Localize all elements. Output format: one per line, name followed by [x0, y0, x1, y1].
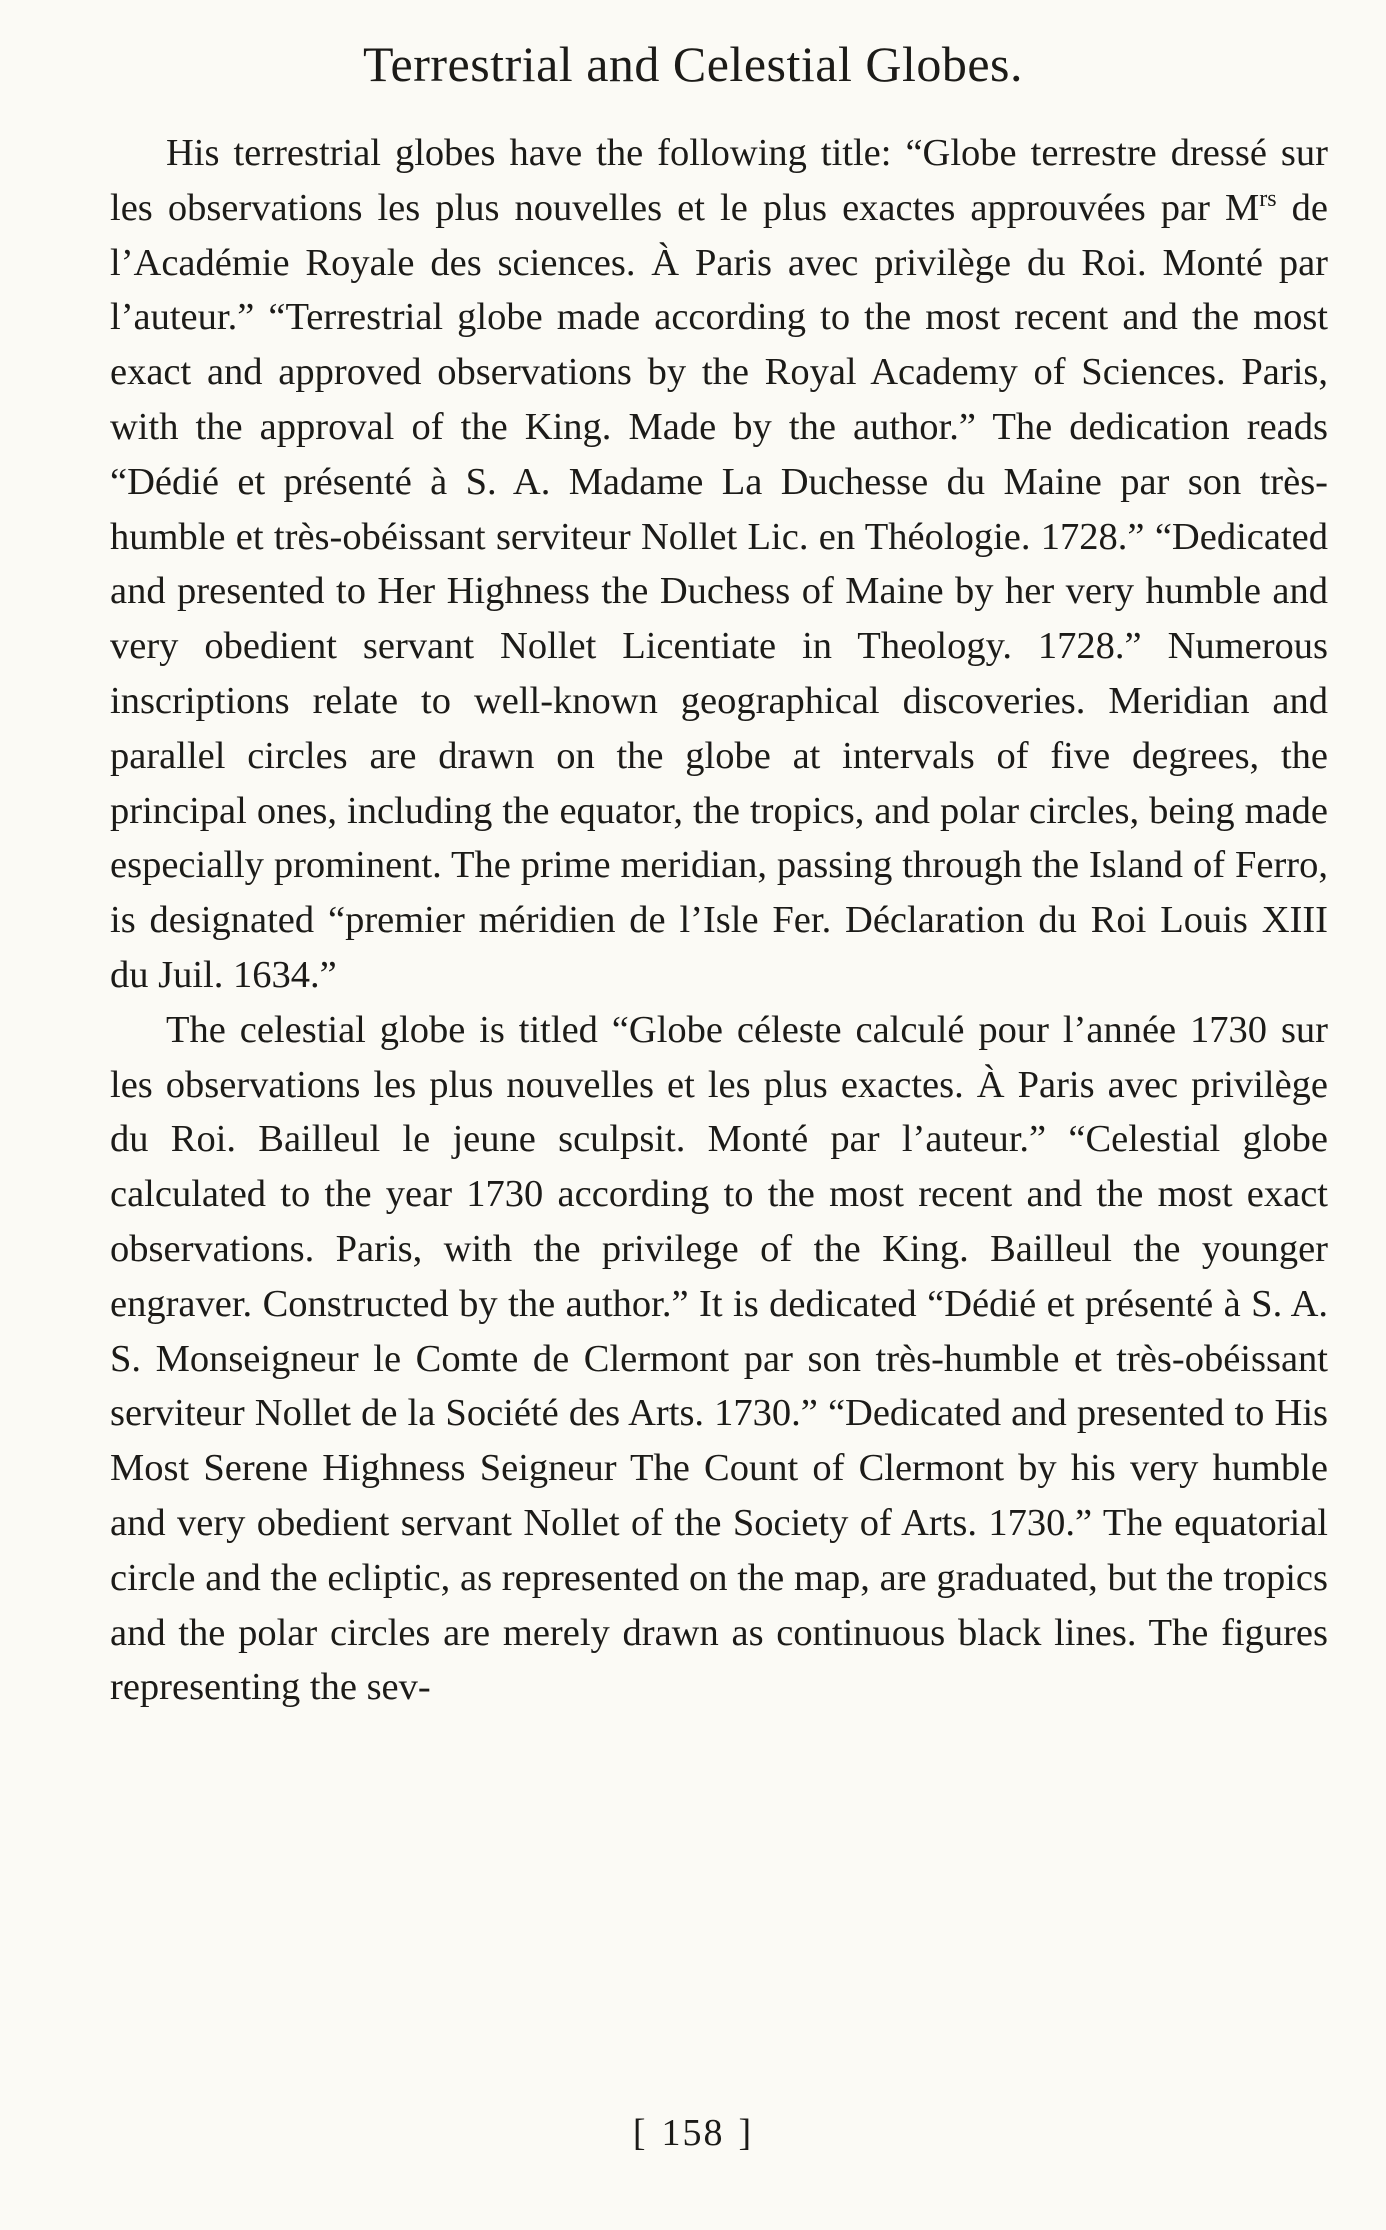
page-number [0, 2108, 1386, 2158]
folio-number: 158 [661, 2112, 725, 2154]
folio-close-bracket: ] [738, 2112, 754, 2154]
page-title: Terrestrial and Celestial Globes. [362, 36, 1023, 92]
superscript-rs: rs [1259, 185, 1277, 212]
folio-open-bracket: [ [632, 2112, 648, 2154]
paragraph-terrestrial [110, 126, 1328, 1003]
paragraph-terrestrial-text-start: His terrestrial globes have the following title: “Globe terrestre dressé sur les observations les plus nouvelles et le plus exactes approuvées par M [110, 132, 1328, 229]
paragraph-celestial: The celestial globe is titled “Globe céleste calculé pour l’année 1730 sur les observations les plus nouvelles et les plus exactes. À Paris avec privilège du Roi. Bailleul le jeune sculpsit. Monté par l’auteur.” “Celestial globe calculated to the year 1730 according to the most recent and the most exact observations. Paris, with the privilege of the King. Bailleul the younger engraver. Constructed by the author.” It is dedicated “Dédié et présenté à S. A. S. Monseigneur le Comte de Clermont par son très-humble et très-obéissant serviteur Nollet de la Société des Arts. 1730.” “Dedicated and presented to His Most Serene Highness Seigneur The Count of Clermont by his very humble and very obedient servant Nollet of the Society of Arts. 1730.” The equatorial circle and the ecliptic, as represented on the map, are graduated, but the tropics and the polar circles are merely drawn as continuous black lines. The figures representing the sev- [110, 1008, 1328, 1709]
body-text [110, 126, 1328, 1715]
paragraph-terrestrial-text-end: de l’Académie Royale des sciences. À Paris avec privilège du Roi. Monté par l’auteur.” “Terrestrial globe made according to the most recent and the most exact and approved observations by the Royal Academy of Sciences. Paris, with the approval of the King. Made by the author.” The dedication reads “Dédié et présenté à S. A. Madame La Duchesse du Maine par son très-humble et très-obéissant serviteur Nollet Lic. en Théologie. 1728.” “Dedicated and presented to Her Highness the Duchess of Maine by her very humble and very obedient servant Nollet Licentiate in Theology. 1728.” Numerous inscriptions relate to well-known geographical discoveries. Meridian and parallel circles are drawn on the globe at intervals of five degrees, the principal ones, including the equator, the tropics, and polar circles, being made especially prominent. The prime meridian, passing through the Island of Ferro, is designated “premier méridien de l’Isle Fer. Déclaration du Roi Louis XIII du Juil. 1634.” [110, 186, 1328, 996]
